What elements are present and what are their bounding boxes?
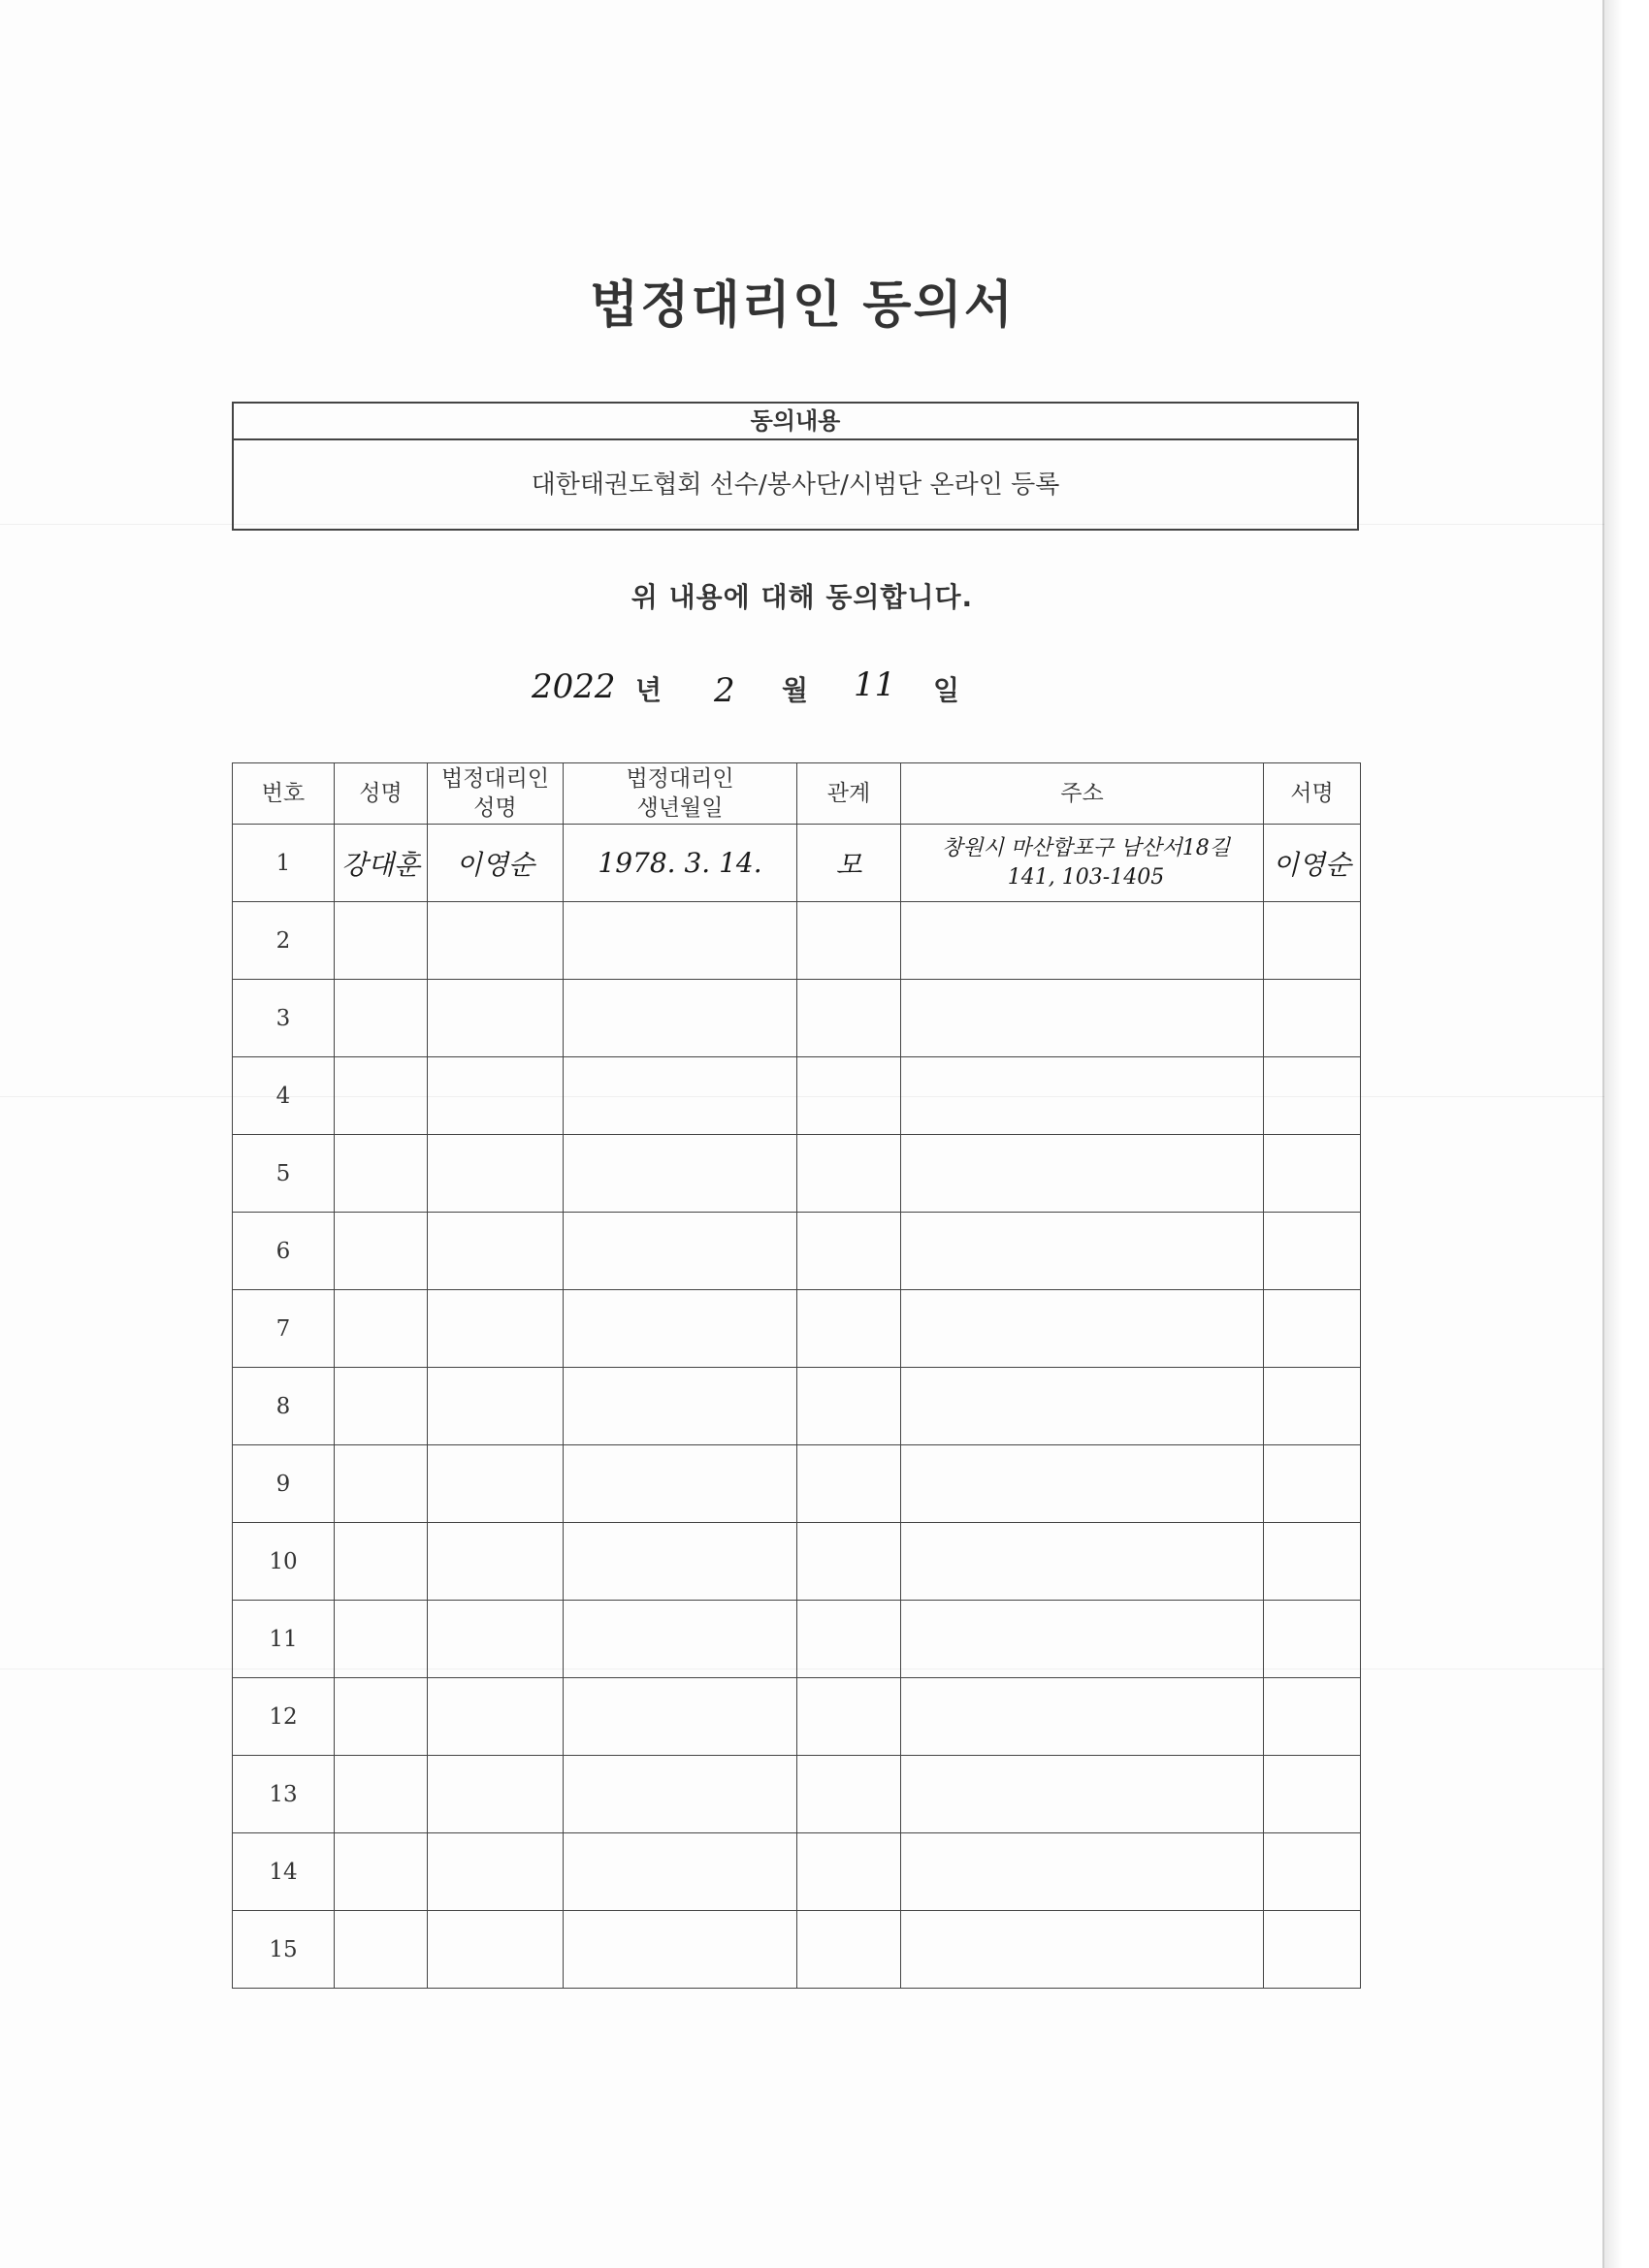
row-guardian-name-cell[interactable] — [428, 1833, 564, 1911]
header-guardian-name-line2: 성명 — [473, 795, 517, 821]
row-address-cell[interactable] — [901, 1601, 1264, 1678]
row-name-cell[interactable] — [335, 1911, 428, 1989]
table-row — [233, 1756, 1361, 1833]
date-month-value: 2 — [714, 671, 735, 710]
row-number: 15 — [233, 1911, 335, 1989]
row-number: 11 — [233, 1601, 335, 1678]
table-row — [233, 902, 1361, 980]
row-address-cell[interactable] — [901, 1213, 1264, 1290]
row-address-line1: 창원시 마산합포구 남산서18길 — [941, 835, 1230, 860]
row-name-cell[interactable] — [335, 1445, 428, 1523]
row-guardian-name-cell[interactable] — [428, 1601, 564, 1678]
row-guardian-dob-cell[interactable] — [564, 902, 797, 980]
row-address-cell[interactable] — [901, 1523, 1264, 1601]
row-name-cell[interactable] — [335, 1057, 428, 1135]
table-row — [233, 1911, 1361, 1989]
table-row — [233, 1135, 1361, 1213]
table-header-row — [233, 763, 1361, 825]
row-signature-cell[interactable] — [1264, 1601, 1361, 1678]
row-number: 6 — [233, 1213, 335, 1290]
header-guardian-name — [428, 763, 564, 825]
date-year-label: 년 — [635, 674, 663, 706]
row-signature-cell[interactable] — [1264, 902, 1361, 980]
row-relation-cell[interactable] — [797, 1135, 901, 1213]
row-number: 1 — [233, 825, 335, 902]
row-address-cell[interactable] — [901, 1678, 1264, 1756]
date-year-value: 2022 — [532, 667, 616, 706]
row-guardian-dob-cell[interactable] — [564, 1213, 797, 1290]
row-signature-cell[interactable] — [1264, 1057, 1361, 1135]
row-guardian-name-cell[interactable] — [428, 1135, 564, 1213]
row-relation-cell[interactable] — [797, 1213, 901, 1290]
row-number: 13 — [233, 1756, 335, 1833]
row-guardian-name-cell[interactable] — [428, 902, 564, 980]
header-signature: 서명 — [1264, 763, 1361, 825]
row-guardian-name-cell[interactable] — [428, 1368, 564, 1445]
row-address-cell[interactable] — [901, 1057, 1264, 1135]
table-row — [233, 1057, 1361, 1135]
header-name: 성명 — [335, 763, 428, 825]
row-guardian-dob-cell[interactable] — [564, 1057, 797, 1135]
row-relation-cell[interactable] — [797, 1368, 901, 1445]
row-number: 5 — [233, 1135, 335, 1213]
row-signature-cell[interactable] — [1264, 980, 1361, 1057]
row-number: 2 — [233, 902, 335, 980]
row-signature-cell[interactable] — [1264, 1135, 1361, 1213]
row-guardian-name-cell[interactable] — [428, 1678, 564, 1756]
table-row — [233, 1523, 1361, 1601]
header-relation: 관계 — [797, 763, 901, 825]
row-guardian-name-cell[interactable] — [428, 1057, 564, 1135]
row-relation-cell[interactable] — [797, 1678, 901, 1756]
agreement-statement: 위 내용에 대해 동의합니다. — [630, 581, 974, 613]
row-relation-cell[interactable] — [797, 1290, 901, 1368]
row-address-cell[interactable] — [901, 1368, 1264, 1445]
row-guardian-dob-cell[interactable] — [564, 1445, 797, 1523]
scan-edge — [1602, 0, 1649, 2268]
row-guardian-name-cell[interactable] — [428, 980, 564, 1057]
date-row — [0, 660, 1604, 718]
row-address-cell[interactable] — [901, 980, 1264, 1057]
row-guardian-dob-cell[interactable] — [564, 1135, 797, 1213]
row-signature-cell[interactable] — [1264, 1213, 1361, 1290]
row-number: 7 — [233, 1290, 335, 1368]
row-address-cell[interactable] — [901, 1290, 1264, 1368]
row-signature-cell[interactable] — [1264, 1368, 1361, 1445]
row-name-cell[interactable] — [335, 1368, 428, 1445]
table-row — [233, 1601, 1361, 1678]
row-address-cell[interactable] — [901, 1756, 1264, 1833]
row-number: 12 — [233, 1678, 335, 1756]
consent-body: 대한태권도협회 선수/봉사단/시범단 온라인 등록 — [531, 470, 1060, 500]
row-guardian-dob-cell[interactable] — [564, 1756, 797, 1833]
row-relation-cell[interactable] — [797, 1523, 901, 1601]
row-relation-cell[interactable] — [797, 1911, 901, 1989]
row-address-cell[interactable] — [901, 902, 1264, 980]
row-guardian-name-cell[interactable] — [428, 1213, 564, 1290]
row-address-cell[interactable] — [901, 1833, 1264, 1911]
row-signature-cell[interactable] — [1264, 1833, 1361, 1911]
row-number: 3 — [233, 980, 335, 1057]
header-address: 주소 — [901, 763, 1264, 825]
guardian-table — [232, 762, 1361, 1989]
row-signature-cell[interactable] — [1264, 1911, 1361, 1989]
row-guardian-name-cell[interactable] — [428, 1445, 564, 1523]
row-guardian-dob-cell[interactable] — [564, 1678, 797, 1756]
row-address-cell[interactable] — [901, 1911, 1264, 1989]
row-guardian-dob-cell[interactable] — [564, 980, 797, 1057]
table-row — [233, 980, 1361, 1057]
table-row — [233, 825, 1361, 902]
row-name-cell[interactable] — [335, 1678, 428, 1756]
row-address — [901, 825, 1264, 902]
consent-header: 동의내용 — [234, 404, 1357, 440]
row-address-line2: 141, 103-1405 — [1007, 864, 1165, 890]
table-row — [233, 1368, 1361, 1445]
row-guardian-name-cell[interactable] — [428, 1756, 564, 1833]
row-relation-cell[interactable] — [797, 902, 901, 980]
row-address-cell[interactable] — [901, 1135, 1264, 1213]
row-number: 14 — [233, 1833, 335, 1911]
row-name-cell[interactable] — [335, 902, 428, 980]
row-name-cell[interactable] — [335, 980, 428, 1057]
row-relation-cell[interactable] — [797, 1445, 901, 1523]
row-number: 4 — [233, 1057, 335, 1135]
row-guardian-dob-cell[interactable] — [564, 1368, 797, 1445]
row-signature-cell[interactable] — [1264, 1445, 1361, 1523]
row-guardian-dob-cell[interactable] — [564, 1833, 797, 1911]
row-guardian-name: 이영순 — [455, 848, 535, 881]
row-signature: 이영순 — [1272, 848, 1352, 881]
row-name: 강대훈 — [340, 848, 421, 881]
table-row — [233, 1833, 1361, 1911]
row-guardian-dob-cell[interactable] — [564, 1523, 797, 1601]
row-signature-cell[interactable] — [1264, 1756, 1361, 1833]
header-number: 번호 — [233, 763, 335, 825]
table-row — [233, 1290, 1361, 1368]
row-number: 8 — [233, 1368, 335, 1445]
row-name-cell[interactable] — [335, 1523, 428, 1601]
header-guardian-dob-line2: 생년월일 — [636, 795, 724, 821]
date-month-label: 월 — [782, 674, 809, 706]
table-row — [233, 1213, 1361, 1290]
row-guardian-name-cell[interactable] — [428, 1911, 564, 1989]
header-guardian-name-line1: 법정대리인 — [440, 766, 550, 792]
consent-box — [232, 402, 1359, 531]
row-signature-cell[interactable] — [1264, 1290, 1361, 1368]
row-guardian-dob: 1978. 3. 14. — [598, 847, 762, 879]
row-name-cell[interactable] — [335, 1833, 428, 1911]
row-guardian-name-cell[interactable] — [428, 1523, 564, 1601]
row-relation-cell[interactable] — [797, 1756, 901, 1833]
row-address-cell[interactable] — [901, 1445, 1264, 1523]
row-relation-cell[interactable] — [797, 980, 901, 1057]
header-guardian-dob — [564, 763, 797, 825]
row-relation-cell[interactable] — [797, 1601, 901, 1678]
row-name-cell[interactable] — [335, 1135, 428, 1213]
date-day-label: 일 — [933, 674, 960, 706]
row-name-cell[interactable] — [335, 1601, 428, 1678]
document-title: 법정대리인 동의서 — [590, 276, 1015, 335]
row-guardian-name-cell[interactable] — [428, 1290, 564, 1368]
date-day-value: 11 — [854, 665, 896, 704]
row-relation-cell[interactable] — [797, 1057, 901, 1135]
row-signature-cell[interactable] — [1264, 1678, 1361, 1756]
row-name-cell[interactable] — [335, 1290, 428, 1368]
header-guardian-dob-line1: 법정대리인 — [626, 766, 734, 792]
row-relation: 모 — [835, 848, 862, 881]
row-number: 9 — [233, 1445, 335, 1523]
row-guardian-dob-cell[interactable] — [564, 1290, 797, 1368]
row-name-cell[interactable] — [335, 1756, 428, 1833]
row-name-cell[interactable] — [335, 1213, 428, 1290]
row-guardian-dob-cell[interactable] — [564, 1601, 797, 1678]
row-number: 10 — [233, 1523, 335, 1601]
table-row — [233, 1445, 1361, 1523]
table-row — [233, 1678, 1361, 1756]
row-relation-cell[interactable] — [797, 1833, 901, 1911]
row-guardian-dob-cell[interactable] — [564, 1911, 797, 1989]
row-signature-cell[interactable] — [1264, 1523, 1361, 1601]
